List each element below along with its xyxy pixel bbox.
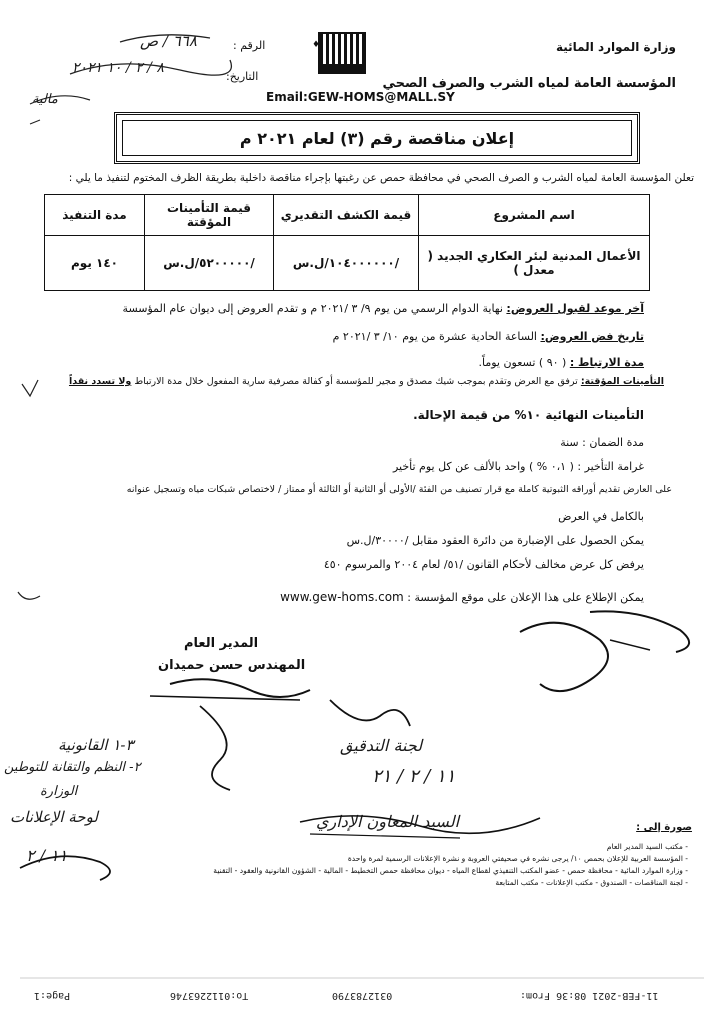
commitment-label: مدة الارتباط : (569, 356, 644, 369)
col-estimate-value: قيمة الكشف التقديري (274, 195, 419, 236)
date-label: التاريخ: (226, 70, 259, 83)
signature-name: المهندس حسن حميدان (158, 658, 306, 673)
cell-project-name: الأعمال المدنية لبئر العكاري الجديد ( معدل ) (419, 236, 650, 291)
guarantee-emphasis: ولا تسدد نقداً (68, 376, 132, 387)
handwritten-item-legal: ٣-١ القانونية (58, 736, 134, 754)
small-mark-icon: ♦ (312, 40, 321, 50)
distribution-line-2: - المؤسسة العربية للإعلان بحمص ١٠/ يرجى نشره في صحيفتي العروبة و نشرة الإعلانات الرسمية لمرة واحدة (347, 854, 688, 863)
opening-text: الساعة الحادية عشرة من يوم ١٠/ ٣ /٢٠٢١ م (332, 330, 537, 343)
handwritten-item-ministry: الوزارة (40, 784, 78, 799)
handwritten-admin: السيد المعاون الإداري (316, 812, 460, 831)
handwritten-date: ١١ / ٢ / ٢١ (372, 766, 456, 787)
opening-label: تاريخ فض العروض: (540, 330, 644, 343)
fax-from: 11-FEB-2021 08:36 From: (520, 990, 659, 1001)
fax-page: Page:1 (34, 990, 71, 1001)
col-temp-guarantee: قيمة التأمينات المؤقتة (145, 195, 274, 236)
deadline-label: آخر موعد لقبول العروض: (506, 302, 644, 315)
establishment-name: المؤسسة العامة لمياه الشرب والصرف الصحي (382, 76, 676, 91)
cell-estimate-value: /١٠٤٠٠٠٠٠٠/ل.س (274, 236, 419, 291)
handwritten-note: مالية (32, 92, 58, 107)
ref-label: الرقم : (233, 39, 266, 52)
date-value: ٨ / ٢ / ١٠ ٢٠٢١ (72, 60, 164, 76)
col-project-name: اسم المشروع (419, 195, 650, 236)
commitment-text: ( ٩٠ ) تسعون يوماً. (478, 356, 567, 369)
deadline-text: نهاية الدوام الرسمي من يوم ٩/ ٣ /٢٠٢١ م و تقدم العروض إلى ديوان عام المؤسسة (122, 302, 503, 315)
fax-from-number: 0312783790 (332, 990, 393, 1001)
col-duration: مدة التنفيذ (45, 195, 145, 236)
handwritten-item-systems: ٢- النظم والتقانة للتوطين (4, 760, 141, 775)
qualification-line-2: بالكامل في العرض (558, 510, 644, 523)
delay-penalty-line: غرامة التأخير : ( ٠،١ % ) واحد بالألف عن كل يوم تأخير (392, 460, 644, 473)
cell-duration: ١٤٠ يوم (45, 236, 145, 291)
email-address: Email:GEW-HOMS@MALL.SY (266, 90, 455, 104)
guarantee-label: التأمينات المؤقتة: (580, 376, 664, 387)
website-label: يمكن الإطلاع على هذا الإعلان على موقع المؤسسة : (407, 591, 644, 604)
website-link: www.gew-homs.com (280, 590, 404, 604)
ref-value: ٦٦٨ / ص (140, 32, 197, 50)
fax-to: To:0112263746 (170, 990, 249, 1001)
distribution-line-4: - لجنة المناقصات - الصندوق - مكتب الإعلانات - مكتب المتابعة (495, 878, 688, 887)
distribution-line-3: - وزارة الموارد المائية - محافظة حمص - عضو المكتب التنفيذي لقطاع المياه - ديوان محافظة حمص التخطيط - المالية - الشؤون القانونية والعقود - التقنية (213, 866, 688, 875)
rejection-line: يرفض كل عرض مخالف لأحكام القانون /٥١/ لعام ٢٠٠٤ والمرسوم ٤٥٠ (323, 558, 644, 571)
ministry-name: وزارة الموارد المائية (555, 40, 676, 54)
brochure-line: يمكن الحصول على الإضبارة من دائرة العقود مقابل /٣٠٠٠٠/ل.س (346, 534, 644, 547)
warranty-line: مدة الضمان : سنة (560, 436, 644, 449)
cell-temp-guarantee: /٥٢٠٠٠٠٠/ل.س (145, 236, 274, 291)
distribution-label: صورة إلى : (636, 822, 692, 833)
signature-title: المدير العام (184, 636, 259, 651)
handwritten-item-board: لوحة الإعلانات (10, 808, 98, 826)
distribution-line-1: - مكتب السيد المدير العام (606, 842, 688, 851)
handwritten-approval: لجنة التدقيق (340, 736, 423, 755)
announcement-title: إعلان مناقصة رقم (٣) لعام ٢٠٢١ م (122, 120, 632, 156)
guarantee-text: ترفق مع العرض وتقدم بموجب شيك مصدق و مجير للمؤسسة أو كفالة مصرفية سارية المفعول خلال مدة الارتباط (134, 376, 578, 387)
final-guarantee-line: التأمينات النهائية ١٠% من قيمة الإحالة. (413, 408, 644, 422)
handwritten-corner-date: ١١ / ٢ (26, 846, 68, 865)
intro-text: تعلن المؤسسة العامة لمياه الشرب و الصرف الصحي في محافظة حمص عن رغبتها بإجراء مناقصة داخلية بطريقة الظرف المختوم لتنفيذ ما يلي : (68, 172, 694, 184)
qualification-line-1: على العارض تقديم أوراقه الثبوتية كاملة مع قرار تصنيف من الفئة /الأولى أو الثانية أو الثالثة أو ممتاز / لاختصاص شبكات مياه وتسجيل عنوانه (126, 484, 672, 495)
